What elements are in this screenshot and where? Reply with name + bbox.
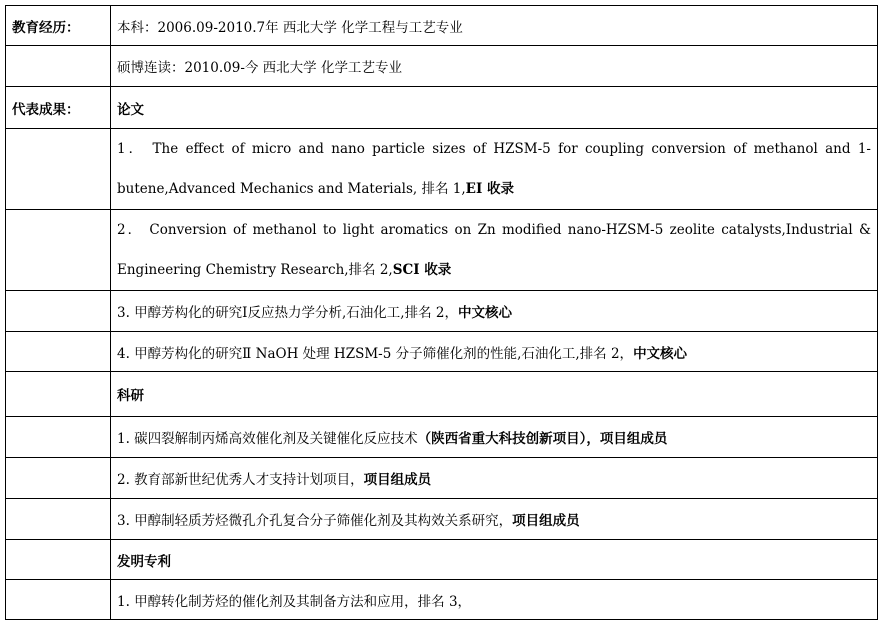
achievements-label: 代表成果： (6, 87, 111, 129)
research-text: 3. 甲醇制轻质芳烃微孔介孔复合分子筛催化剂及其构效关系研究， (117, 513, 513, 529)
research-role: （陕西省重大科技创新项目），项目组成员 (417, 431, 668, 447)
table-row (6, 291, 878, 332)
paper-index-badge: EI 收录 (465, 181, 514, 197)
resume-table (5, 5, 878, 620)
empty-cell (6, 129, 111, 210)
papers-heading: 论文 (111, 87, 878, 129)
paper-item (111, 291, 878, 332)
paper-text: 3. 甲醇芳构化的研究Ⅰ反应热力学分析,石油化工,排名 2， (117, 305, 458, 321)
empty-cell (6, 210, 111, 291)
empty-cell (6, 499, 111, 540)
empty-cell (6, 291, 111, 332)
empty-cell (6, 580, 111, 620)
research-item (111, 417, 878, 458)
table-row (6, 499, 878, 540)
patents-heading: 发明专利 (111, 540, 878, 580)
table-row (6, 87, 878, 129)
table-row (6, 372, 878, 417)
paper-text: 4. 甲醇芳构化的研究Ⅱ NaOH 处理 HZSM-5 分子筛催化剂的性能,石油化工,排名 2， (117, 345, 634, 362)
empty-cell (6, 540, 111, 580)
table-row (6, 46, 878, 87)
research-role: 项目组成员 (363, 472, 432, 488)
table-row (6, 6, 878, 46)
research-text: 1. 碳四裂解制丙烯高效催化剂及关键催化反应技术 (117, 431, 418, 447)
patent-item (111, 580, 878, 620)
empty-cell (6, 332, 111, 372)
table-row (6, 129, 878, 210)
paper-text: 2． Conversion of methanol to light aromatics on Zn modified nano-HZSM-5 zeolite catalysts,Industrial & Engineering Chemistry Research,排名 2, (117, 222, 871, 278)
research-item (111, 499, 878, 540)
empty-cell (6, 417, 111, 458)
research-heading: 科研 (111, 372, 878, 417)
table-row (6, 417, 878, 458)
paper-index-badge: 中文核心 (457, 305, 512, 321)
paper-index-badge: 中文核心 (633, 345, 688, 362)
table-row (6, 458, 878, 499)
graduate-entry: 硕博连读：2010.09-今 西北大学 化学工艺专业 (111, 46, 878, 87)
research-text: 2. 教育部新世纪优秀人才支持计划项目， (117, 472, 364, 488)
table-row (6, 332, 878, 372)
paper-item (111, 210, 878, 291)
patent-text: 1. 甲醇转化制芳烃的催化剂及其制备方法和应用，排名 3， (117, 593, 472, 610)
paper-item (111, 332, 878, 372)
empty-cell (6, 46, 111, 87)
paper-item (111, 129, 878, 210)
table-row (6, 580, 878, 620)
education-label: 教育经历： (6, 6, 111, 46)
empty-cell (6, 372, 111, 417)
table-row (6, 540, 878, 580)
paper-text: 1． The effect of micro and nano particle sizes of HZSM-5 for coupling conversion of methanol and 1-butene,Advanced Mechanics and Materials, 排名 1, (117, 141, 871, 197)
empty-cell (6, 458, 111, 499)
table-row (6, 210, 878, 291)
research-role: 项目组成员 (512, 513, 580, 529)
research-item (111, 458, 878, 499)
paper-index-badge: SCI 收录 (392, 262, 452, 278)
undergrad-entry: 本科：2006.09-2010.7年 西北大学 化学工程与工艺专业 (111, 6, 878, 46)
